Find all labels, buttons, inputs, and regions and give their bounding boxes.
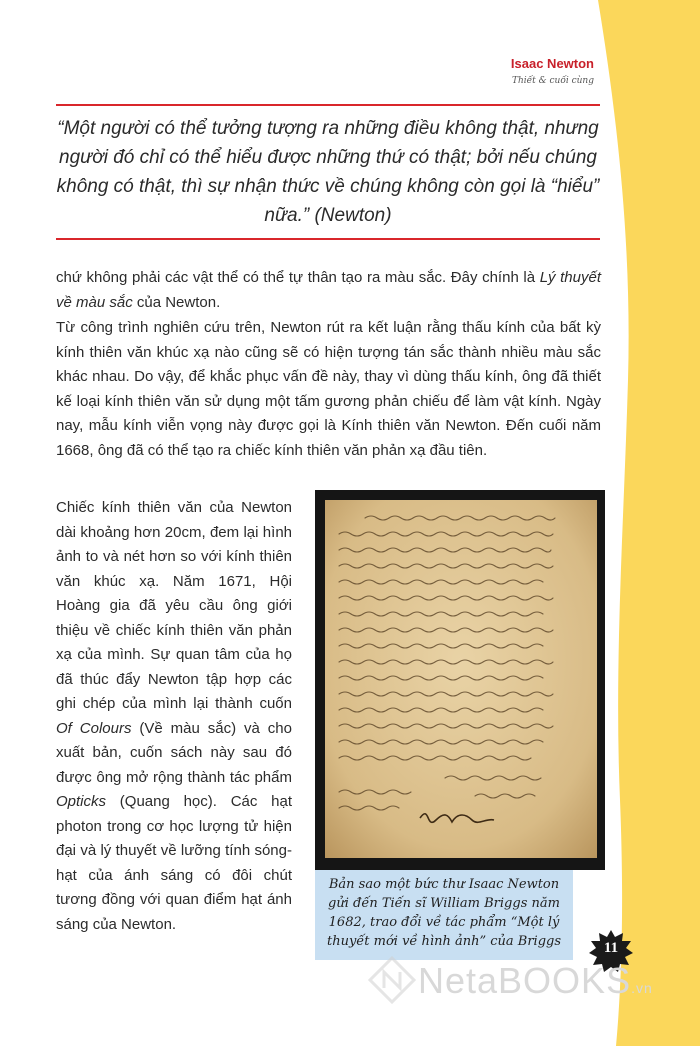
opticks-title: Opticks (56, 793, 107, 810)
paragraph-3: Chiếc kính thiên văn của Newton dài khoảng hơn 20cm, đem lại hình ảnh to và nét hơn so với kính thiên văn khúc xạ. Năm 1671, Hội Hoàng gia đã yêu cầu ông giới thiệu về chiếc kính thiên văn phản xạ của mình. Sự quan tâm của họ đã thúc đẩy Newton tập hợp các ghi chép của mình lại thành cuốn Of Colours (Về màu sắc) và cho xuất bản, cuốn sách này sau đó được ông mở rộng thành tác phẩm Opticks (Quang học). Các hạt photon trong cơ học lượng tử hiện đại và lý thuyết về lưỡng tính sóng-hạt của ánh sáng có đôi chút tương đồng với quan điểm hạt ánh sáng của Newton. (56, 499, 292, 933)
of-colours-title: Of Colours (56, 719, 132, 737)
handwritten-letter-image (325, 500, 597, 858)
theory-of-colours-title: Lý thuyết về màu sắc (56, 269, 602, 311)
letter-photo-frame (315, 490, 605, 870)
paragraph-2: Từ công trình nghiên cứu trên, Newton rút ra kết luận rằng thấu kính của bất kỳ kính thiên văn khúc xạ nào cũng sẽ có hiện tượng tán sắc thành nhiều màu sắc khác nhau. Do vậy, để khắc phục vấn đề này, thay vì dùng thấu kính, ông đã thiết kế loại kính thiên văn sử dụng một tấm gương phản chiếu để làm vật kính. Ngày nay, mẫu kính viễn vọng này được gọi là Kính thiên văn Newton. Đến cuối năm 1668, ông đã có thể tạo ra chiếc kính thiên văn phản xạ đầu tiên. (56, 319, 601, 459)
paragraph-1: chứ không phải các vật thể có thể tự thân tạo ra màu sắc. Đây chính là Lý thuyết về màu sắc của Newton. (56, 269, 602, 311)
page-number: 11 (603, 940, 619, 956)
header-title: Isaac Newton (510, 56, 594, 71)
body-text-top (56, 266, 601, 464)
header-subtitle: Thiết & cuối cùng (511, 76, 594, 86)
photo-caption: Bản sao một bức thư Isaac Newton gửi đến Tiến sĩ William Briggs năm 1682, trao đổi về tác phẩm “Một lý thuyết mới về hình ảnh” của Briggs (315, 870, 573, 960)
pull-quote: “Một người có thể tưởng tượng ra những điều không thật, nhưng người đó chỉ có thể hiểu được những thứ có thật; bởi nếu chúng không có thật, thì sự nhận thức về chúng không còn gọi là “hiểu” nữa.” (Newton) (56, 118, 600, 226)
quote-top-rule (56, 104, 600, 106)
watermark-text: NetaBOOKS.vn (418, 960, 653, 1001)
quote-bottom-rule (56, 238, 600, 240)
running-header (511, 56, 594, 86)
